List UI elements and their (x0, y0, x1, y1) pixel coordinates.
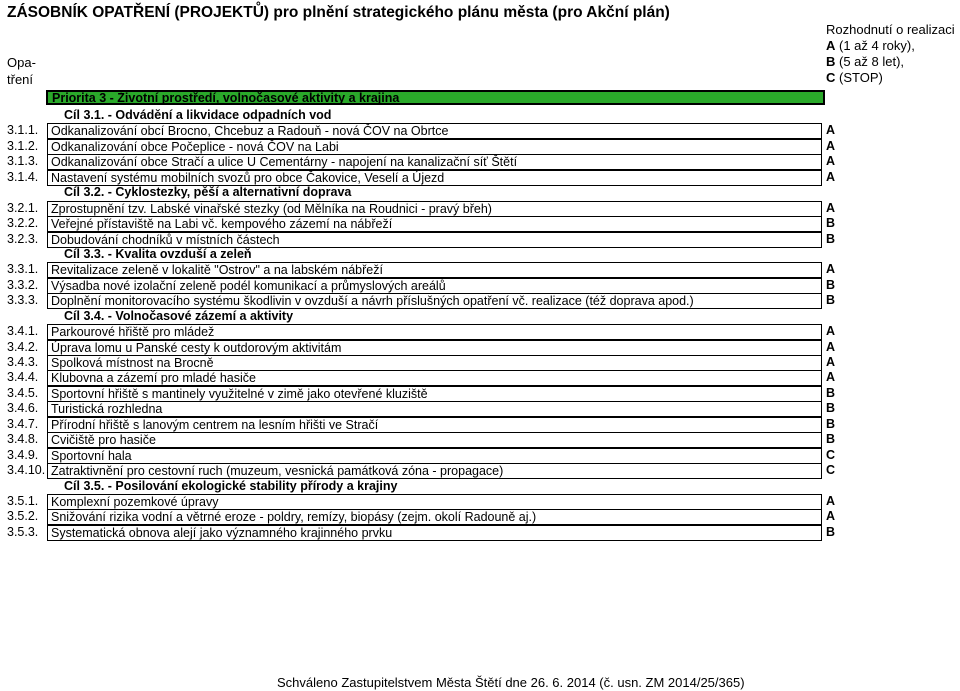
measure-row (0, 154, 960, 169)
measure-grade: A (826, 339, 836, 354)
measure-row (0, 370, 960, 385)
measure-grade: A (826, 200, 836, 215)
measure-description: Turistická rozhledna (47, 401, 822, 417)
measure-description: Sportovní hřiště s mantinely využitelné v zimě jako otevřené kluziště (47, 386, 822, 402)
measure-description: Doplnění monitorovacího systému škodlivin v ovzduší a návrh příslušných opatření vč. realizace (též doprava apod.) (47, 293, 822, 309)
legend-heading: Rozhodnutí o realizaci (826, 22, 955, 37)
legend-b: B (5 až 8 let), (826, 54, 905, 69)
measure-code: 3.3.3. (7, 293, 39, 308)
goal-row (0, 479, 960, 494)
measure-grade: A (826, 169, 836, 184)
measure-code: 3.4.10. (7, 463, 46, 478)
measure-grade: A (826, 370, 836, 385)
measure-code: 3.1.4. (7, 169, 39, 184)
measure-code: 3.4.9. (7, 447, 39, 462)
measure-code: 3.3.1. (7, 262, 39, 277)
measure-grade: A (826, 355, 836, 369)
measure-code: 3.4.2. (7, 339, 39, 354)
measure-description: Parkourové hřiště pro mládež (47, 324, 822, 340)
measure-code: 3.2.3. (7, 231, 39, 246)
measure-description: Zprostupnění tzv. Labské vinařské stezky (od Mělníka na Roudnici - pravý břeh) (47, 201, 822, 217)
measure-row (0, 278, 960, 293)
measure-grade: A (826, 262, 836, 277)
measure-code: 3.4.1. (7, 324, 39, 339)
measure-grade: B (826, 277, 836, 292)
measure-row (0, 123, 960, 138)
measure-grade: C (826, 463, 836, 478)
realization-legend (826, 22, 955, 86)
measure-description: Revitalizace zeleně v lokalitě "Ostrov" a na labském nábřeží (47, 262, 822, 278)
measure-row (0, 417, 960, 432)
measure-row (0, 386, 960, 401)
measure-row (0, 201, 960, 216)
measure-description: Výsadba nové izolační zeleně podél komunikací a průmyslových areálů (47, 278, 822, 294)
approval-footer: Schváleno Zastupitelstvem Města Štětí dne 26. 6. 2014 (č. usn. ZM 2014/25/365) (277, 675, 745, 690)
measure-code: 3.1.3. (7, 154, 39, 169)
measure-code: 3.4.8. (7, 432, 39, 447)
goal-title: Cíl 3.5. - Posilování ekologické stability přírody a krajiny (64, 478, 398, 493)
column-header-opatreni: Opa- tření (7, 55, 36, 87)
measure-description: Zatraktivnění pro cestovní ruch (muzeum, vesnická památková zóna - propagace) (47, 463, 822, 479)
measure-code: 3.5.3. (7, 524, 39, 539)
legend-a: A (1 až 4 roky), (826, 38, 915, 53)
measure-description: Odkanalizování obcí Brocno, Chcebuz a Radouň - nová ČOV na Obrtce (47, 123, 822, 139)
measure-row (0, 324, 960, 339)
measure-code: 3.5.2. (7, 509, 39, 524)
measure-row (0, 293, 960, 308)
measure-code: 3.2.2. (7, 216, 39, 231)
measure-code: 3.3.2. (7, 277, 39, 292)
measure-description: Nastavení systému mobilních svozů pro obce Čakovice, Veselí a Újezd (47, 170, 822, 186)
measure-grade: B (826, 385, 836, 400)
measure-code: 3.4.4. (7, 370, 39, 385)
measure-description: Přírodní hřiště s lanovým centrem na lesním hřišti ve Stračí (47, 417, 822, 433)
measure-grade: A (826, 324, 836, 339)
goal-title: Cíl 3.4. - Volnočasové zázemí a aktivity (64, 308, 294, 323)
goal-row (0, 185, 960, 200)
measure-description: Odkanalizování obce Stračí a ulice U Cementárny - napojení na kanalizační síť Štětí (47, 154, 822, 170)
legend-c: C (STOP) (826, 70, 883, 85)
measure-description: Komplexní pozemkové úpravy (47, 494, 822, 510)
measure-row (0, 232, 960, 247)
measure-row (0, 432, 960, 447)
measure-row (0, 262, 960, 277)
priority-heading: Priorita 3 - Životní prostředí, volnočasové aktivity a krajina (52, 91, 400, 105)
measure-row (0, 509, 960, 524)
goal-title: Cíl 3.1. - Odvádění a likvidace odpadních vod (64, 108, 332, 122)
measure-row (0, 170, 960, 185)
measure-row (0, 401, 960, 416)
measure-description: Úprava lomu u Panské cesty k outdorovým aktivitám (47, 340, 822, 356)
measure-description: Snižování rizika vodní a větrné eroze - poldry, remízy, biopásy (zejm. okolí Radouně aj.) (47, 509, 822, 525)
measure-row (0, 216, 960, 231)
measure-description: Veřejné přístaviště na Labi vč. kempového zázemí na nábřeží (47, 216, 822, 232)
measure-row (0, 525, 960, 540)
goal-title: Cíl 3.2. - Cyklostezky, pěší a alternativní doprava (64, 185, 352, 200)
measure-row (0, 448, 960, 463)
measure-code: 3.2.1. (7, 200, 39, 215)
measure-code: 3.4.7. (7, 416, 39, 431)
measure-grade: B (826, 432, 836, 447)
measure-row (0, 355, 960, 370)
measure-code: 3.1.1. (7, 123, 39, 138)
measure-grade: A (826, 138, 836, 153)
measure-grade: B (826, 416, 836, 431)
measure-grade: A (826, 509, 836, 524)
measure-grade: B (826, 524, 836, 539)
measure-code: 3.5.1. (7, 493, 39, 508)
measure-code: 3.4.6. (7, 401, 39, 416)
measure-row (0, 139, 960, 154)
measure-row (0, 463, 960, 478)
measure-grade: B (826, 293, 836, 308)
measure-code: 3.4.5. (7, 385, 39, 400)
goal-row (0, 108, 960, 123)
measure-grade: A (826, 493, 836, 508)
measure-code: 3.4.3. (7, 355, 39, 369)
document-title: ZÁSOBNÍK OPATŘENÍ (PROJEKTŮ) pro plnění strategického plánu města (pro Akční plán) (7, 4, 670, 21)
measure-grade: A (826, 123, 836, 138)
goal-title: Cíl 3.3. - Kvalita ovzduší a zeleň (64, 246, 252, 261)
measure-row (0, 340, 960, 355)
measures-table (0, 108, 960, 540)
measure-description: Sportovní hala (47, 448, 822, 464)
measure-grade: B (826, 401, 836, 416)
measure-description: Cvičiště pro hasiče (47, 432, 822, 448)
measure-grade: C (826, 447, 836, 462)
measure-description: Klubovna a zázemí pro mladé hasiče (47, 370, 822, 386)
measure-row (0, 494, 960, 509)
measure-description: Systematická obnova alejí jako významného krajinného prvku (47, 525, 822, 541)
measure-description: Spolková místnost na Brocně (47, 355, 822, 371)
measure-description: Odkanalizování obce Počeplice - nová ČOV na Labi (47, 139, 822, 155)
goal-row (0, 247, 960, 262)
measure-grade: A (826, 154, 836, 169)
measure-grade: B (826, 231, 836, 246)
measure-description: Dobudování chodníků v místních částech (47, 232, 822, 248)
measure-code: 3.1.2. (7, 138, 39, 153)
goal-row (0, 309, 960, 324)
measure-grade: B (826, 216, 836, 231)
